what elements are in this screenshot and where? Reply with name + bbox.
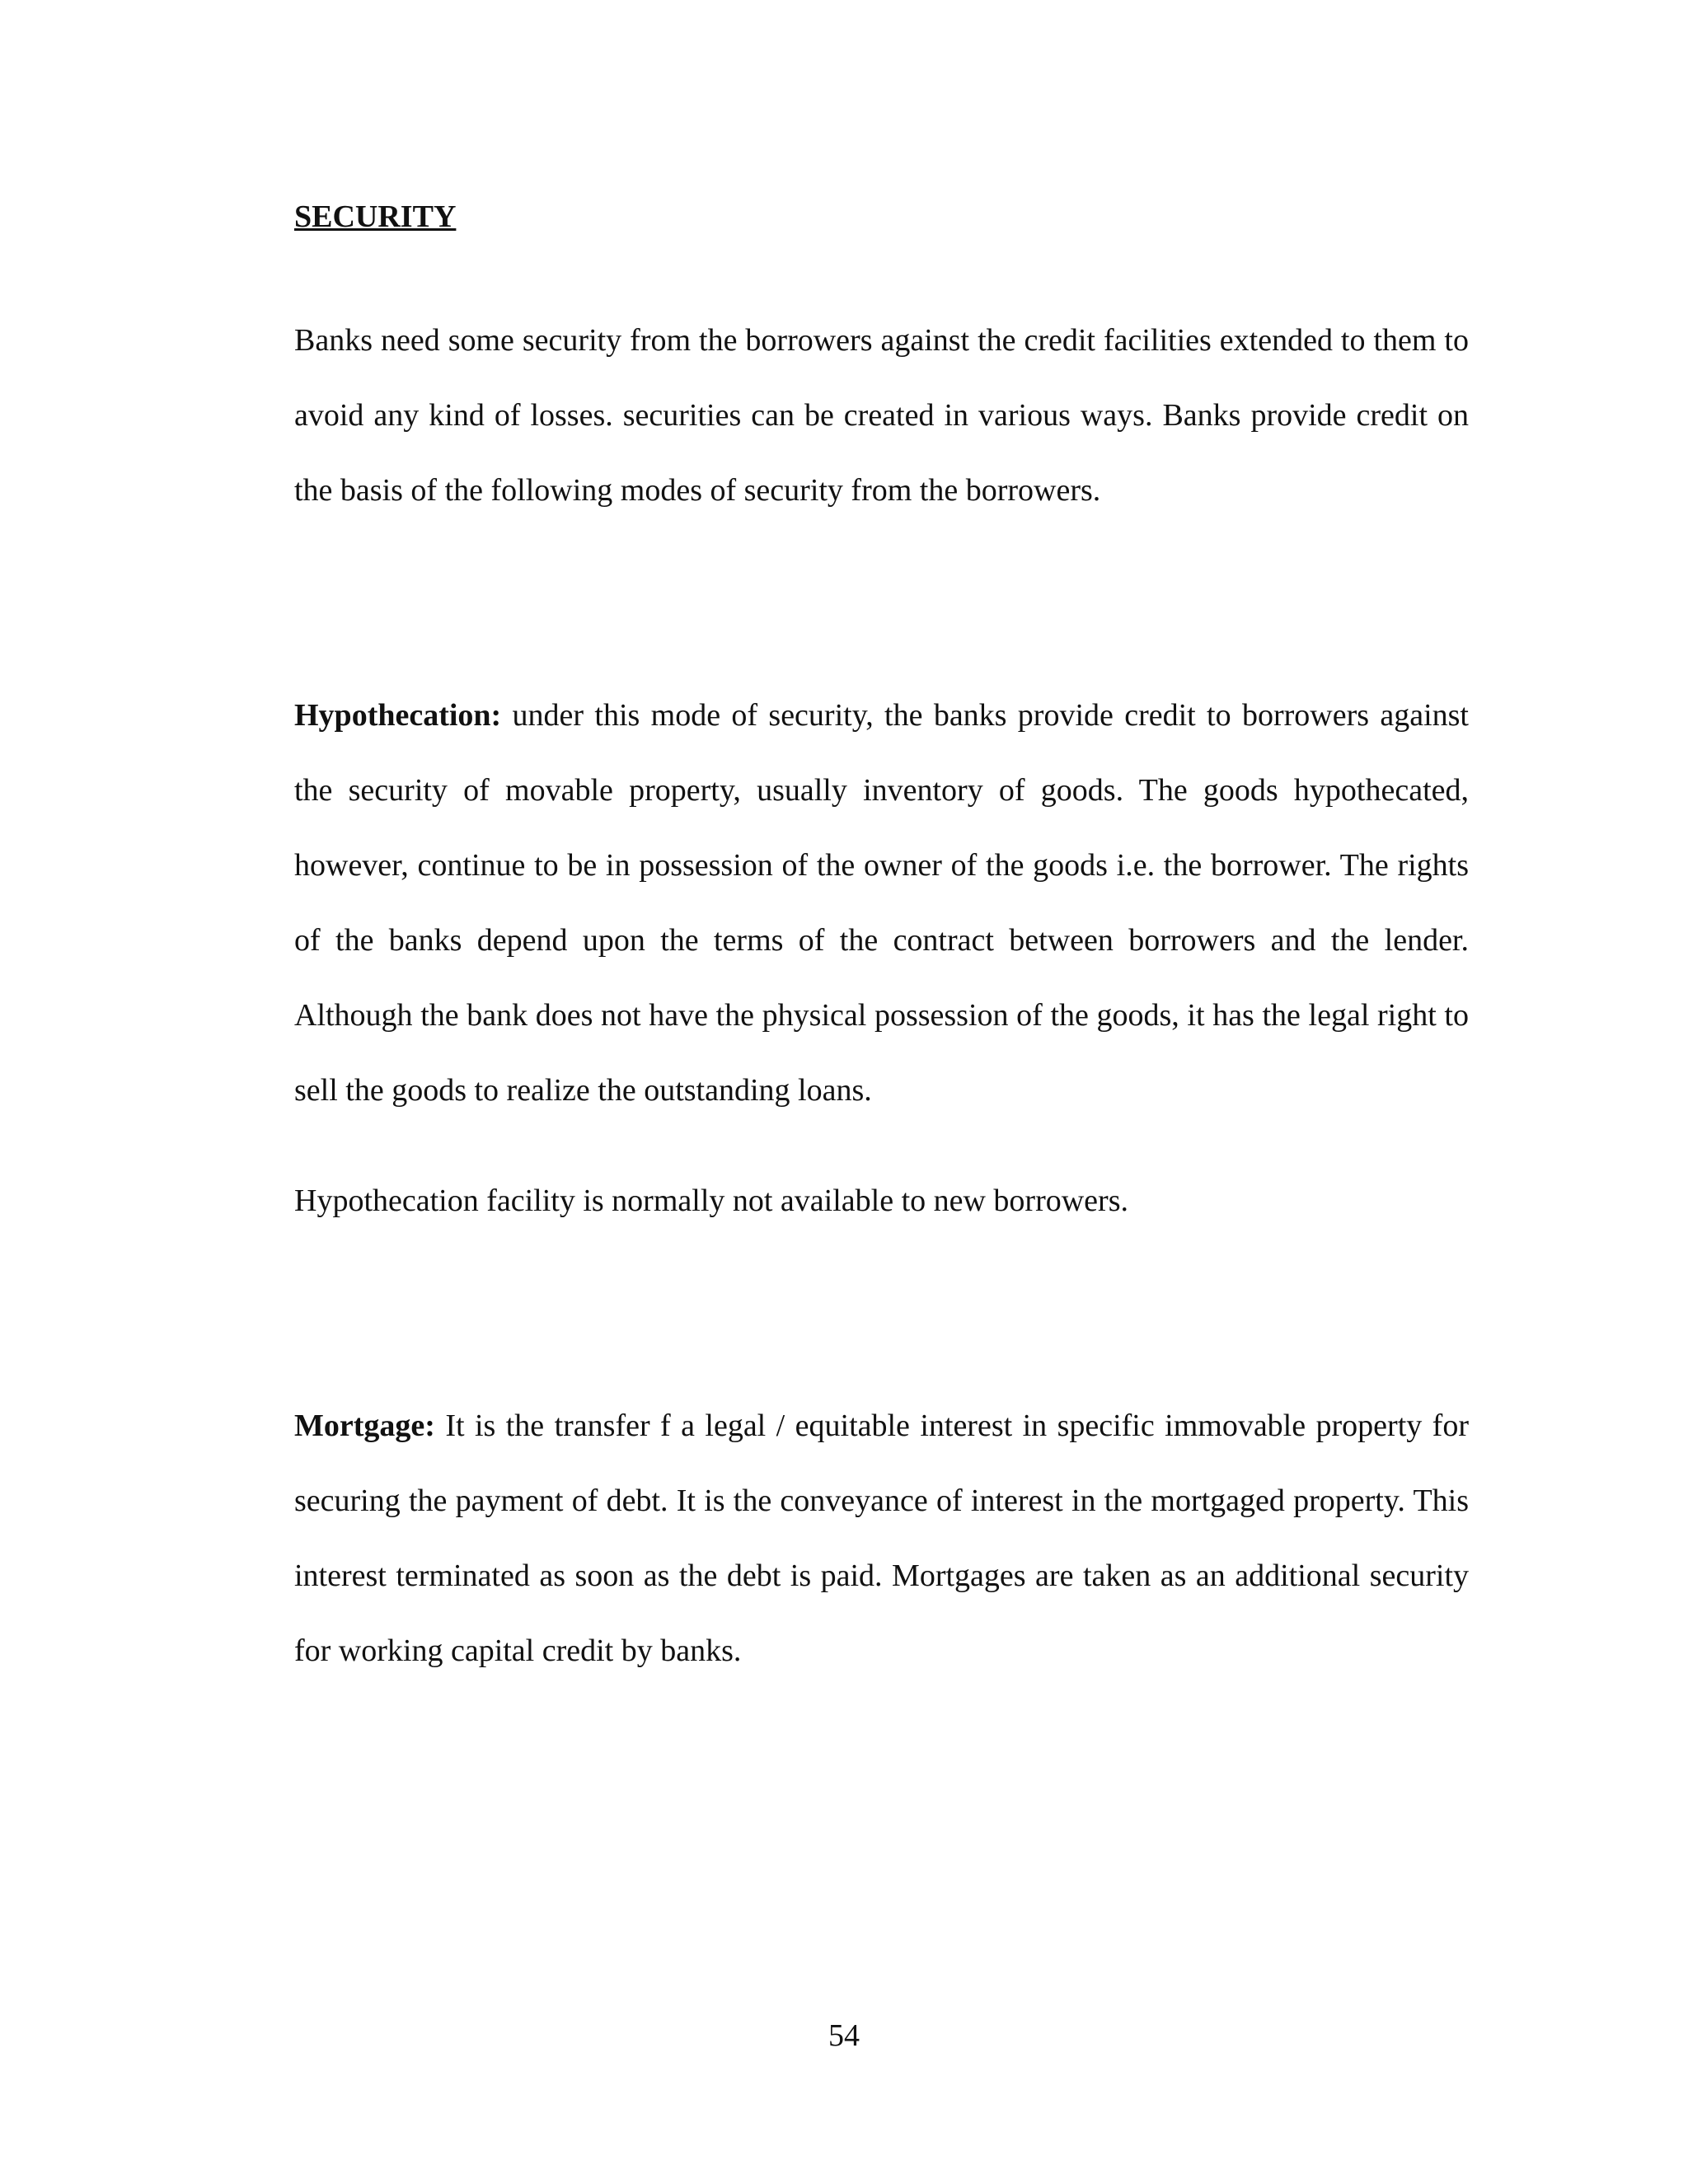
mortgage-paragraph <box>294 1389 1469 1689</box>
hypothecation-text: under this mode of security, the banks provide credit to borrowers against the security of movable property, usually inventory of goods. The goods hypothecated, however, continue to be in possession of the owner of the goods i.e. the borrower. The rights of the banks depend upon the terms of the contract between borrowers and the lender. Although the bank does not have the physical possession of the goods, it has the legal right to sell the goods to realize the outstanding loans. <box>294 698 1469 1108</box>
spacer <box>294 1239 1469 1389</box>
hypothecation-note: Hypothecation facility is normally not available to new borrowers. <box>294 1183 1128 1218</box>
hypothecation-paragraph <box>294 678 1469 1128</box>
page-number: 54 <box>828 2018 860 2053</box>
spacer <box>294 246 1469 303</box>
mortgage-term: Mortgage: <box>294 1408 435 1443</box>
intro-paragraph: Banks need some security from the borrowers against the credit facilities extended to them to avoid any kind of losses. securities can be created in various ways. Banks provide credit on the basis of the following modes of security from the borrowers. <box>294 323 1469 508</box>
hypothecation-term: Hypothecation: <box>294 698 502 733</box>
page-content <box>294 188 1469 1689</box>
spacer <box>294 528 1469 678</box>
mortgage-text: It is the transfer f a legal / equitable interest in specific immovable property for securing the payment of debt. It is the conveyance of interest in the mortgaged property. This interest terminated as soon as the debt is paid. Mortgages are taken as an additional security for working capital credit by banks. <box>294 1408 1469 1668</box>
section-heading: SECURITY <box>294 199 457 234</box>
spacer <box>294 1128 1469 1164</box>
